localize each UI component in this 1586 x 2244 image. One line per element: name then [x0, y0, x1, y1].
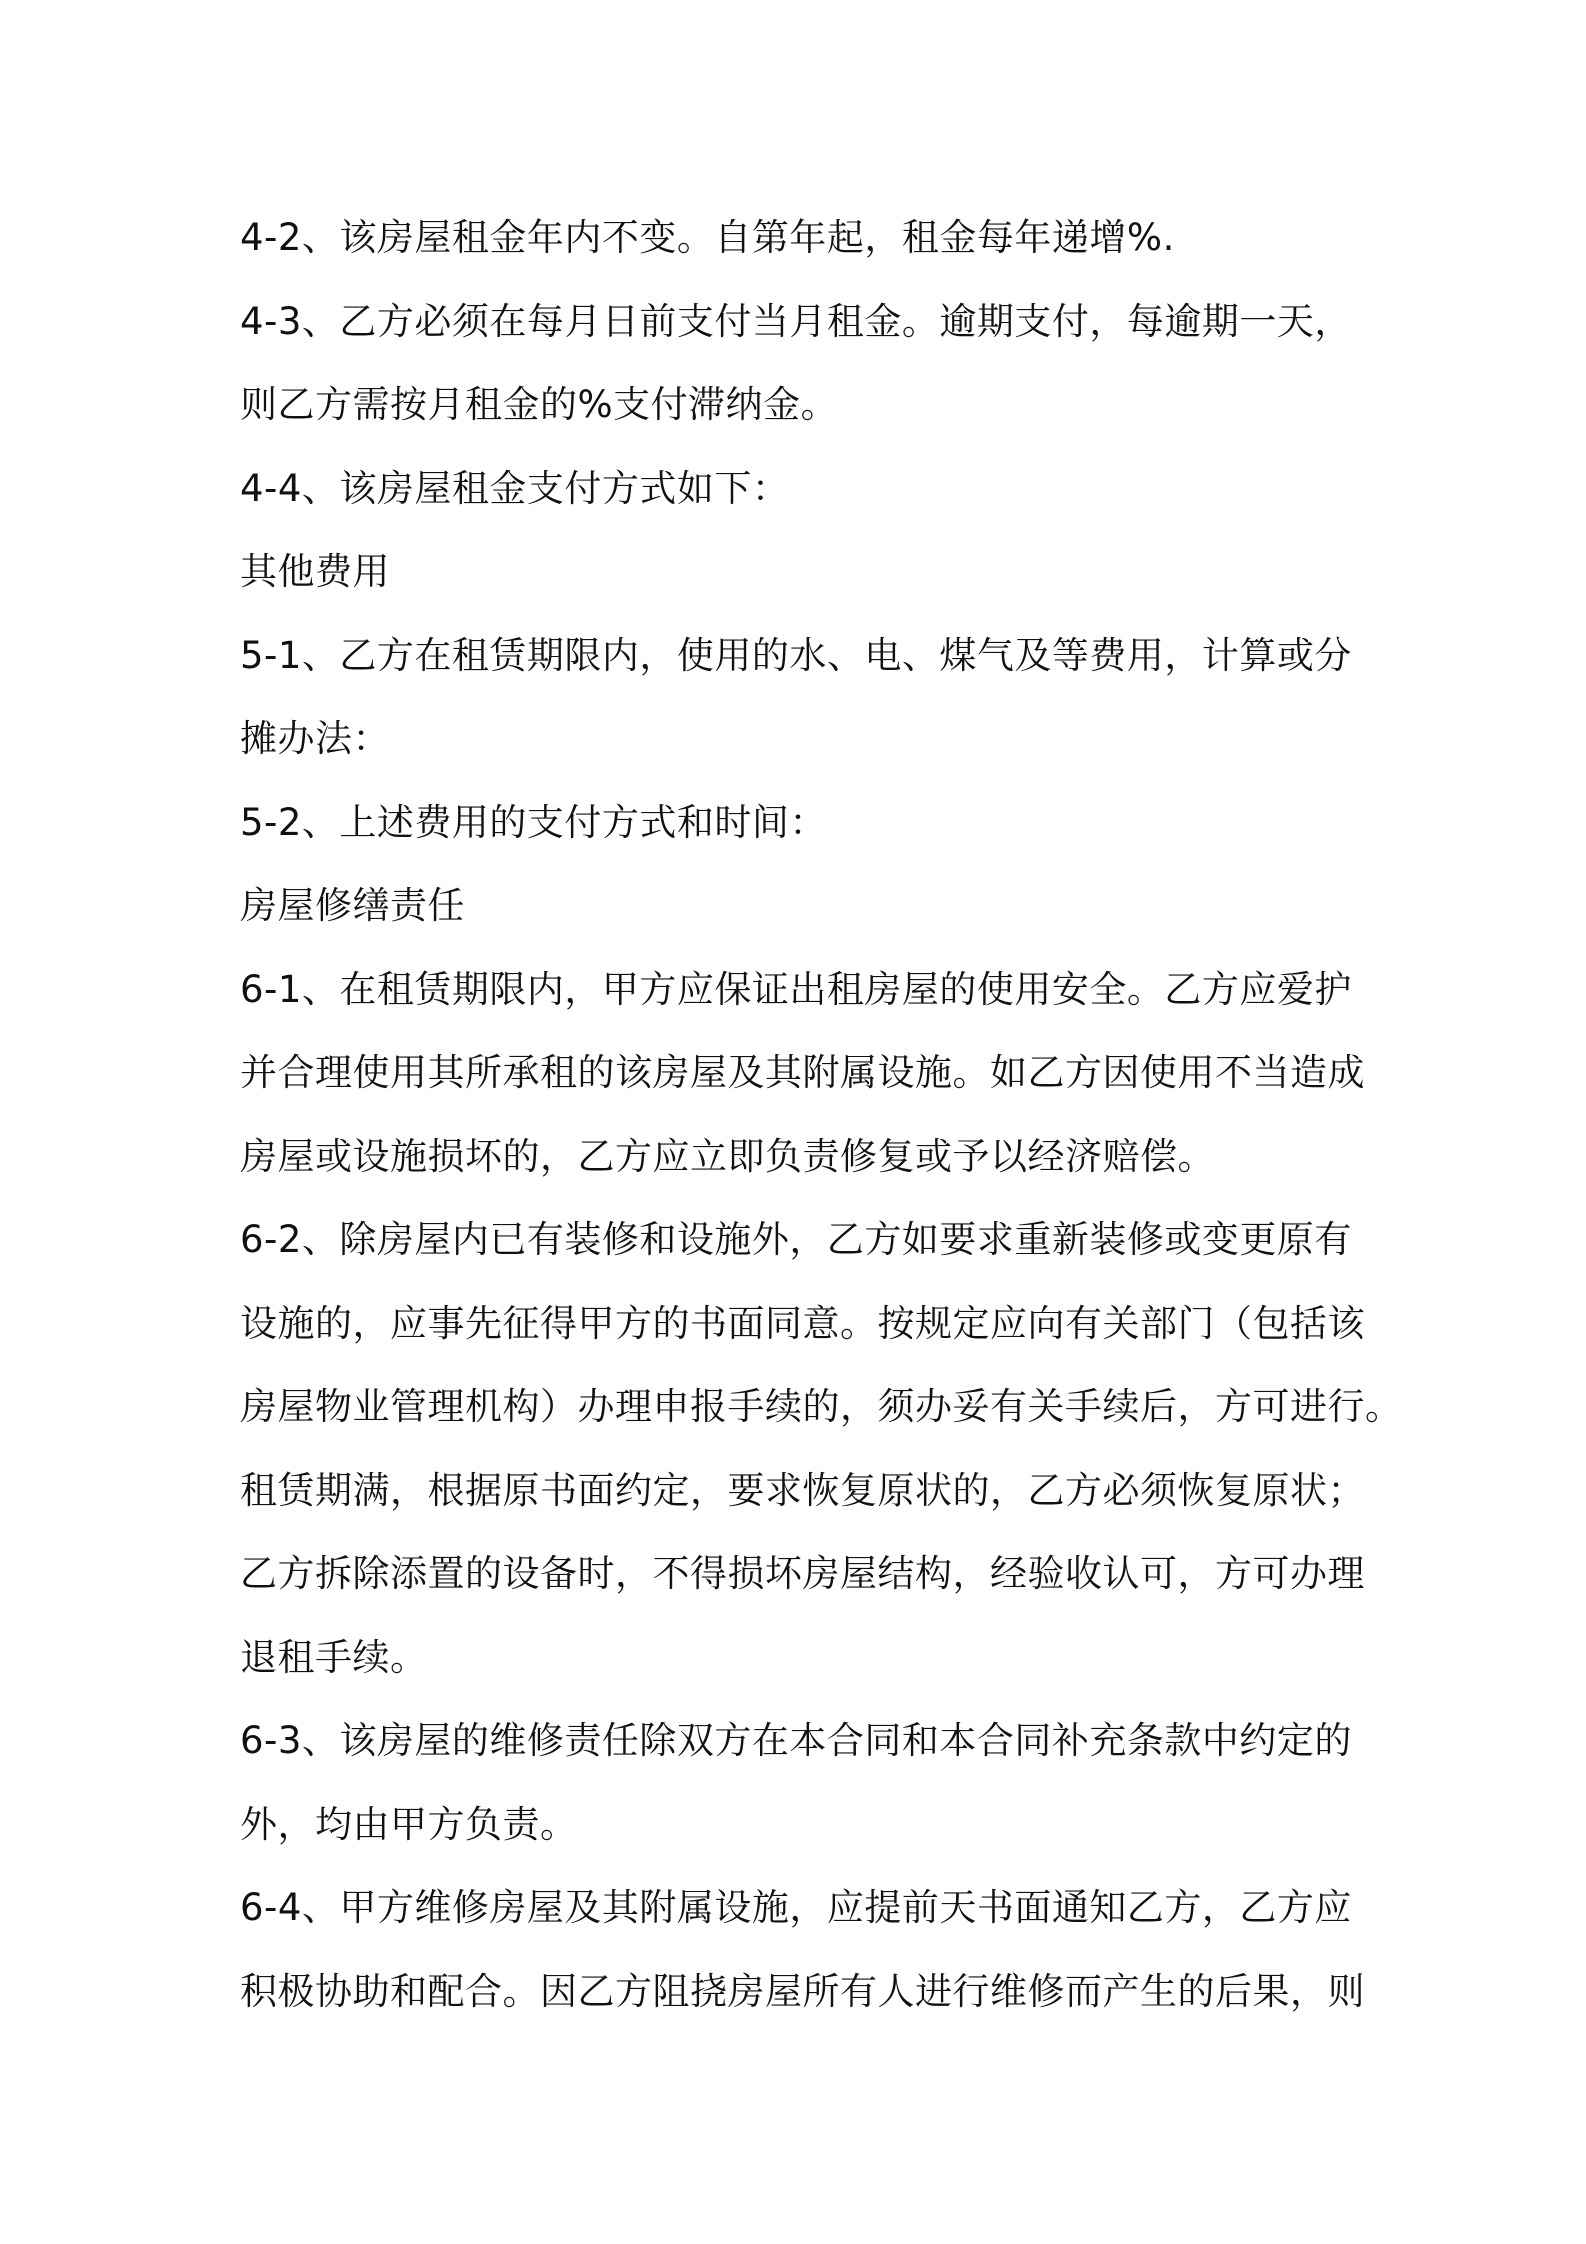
text-line: 6-1、在租赁期限内，甲方应保证出租房屋的使用安全。乙方应爱护 [240, 967, 1352, 1011]
text-line: 积极协助和配合。因乙方阻挠房屋所有人进行维修而产生的后果，则 [240, 1969, 1365, 2013]
text-line: 房屋物业管理机构）办理申报手续的，须办妥有关手续后，方可进行。 [240, 1385, 1403, 1428]
text-line: 5-2、上述费用的支付方式和时间： [240, 800, 827, 844]
text-line: 则乙方需按月租金的%支付滞纳金。 [240, 383, 839, 426]
text-line: 乙方拆除添置的设备时，不得损坏房屋结构，经验收认可，方可办理 [240, 1552, 1365, 1595]
text-line: 6-4、甲方维修房屋及其附属设施，应提前天书面通知乙方，乙方应 [240, 1886, 1352, 1929]
text-line: 房屋或设施损坏的，乙方应立即负责修复或予以经济赔偿。 [240, 1134, 1215, 1178]
text-line: 设施的，应事先征得甲方的书面同意。按规定应向有关部门（包括该 [240, 1301, 1365, 1345]
text-line: 退租手续。 [240, 1635, 428, 1679]
document-body [240, 196, 1403, 2033]
text-line: 摊办法： [240, 717, 390, 760]
text-line: 并合理使用其所承租的该房屋及其附属设施。如乙方因使用不当造成 [240, 1051, 1365, 1094]
text-line: 4-3、乙方必须在每月日前支付当月租金。逾期支付，每逾期一天， [240, 299, 1352, 343]
text-line: 4-2、该房屋租金年内不变。自第年起，租金每年递增%. [240, 216, 1175, 259]
text-line: 5-1、乙方在租赁期限内，使用的水、电、煤气及等费用，计算或分 [240, 633, 1352, 677]
text-line: 租赁期满，根据原书面约定，要求恢复原状的，乙方必须恢复原状； [240, 1468, 1365, 1512]
text-line: 4-4、该房屋租金支付方式如下： [240, 466, 790, 510]
section-heading: 其他费用 [240, 550, 390, 593]
text-line: 6-3、该房屋的维修责任除双方在本合同和本合同补充条款中约定的 [240, 1719, 1352, 1762]
text-line: 6-2、除房屋内已有装修和设施外，乙方如要求重新装修或变更原有 [240, 1218, 1352, 1261]
text-line: 外，均由甲方负责。 [240, 1802, 578, 1846]
section-heading: 房屋修缮责任 [240, 884, 465, 927]
